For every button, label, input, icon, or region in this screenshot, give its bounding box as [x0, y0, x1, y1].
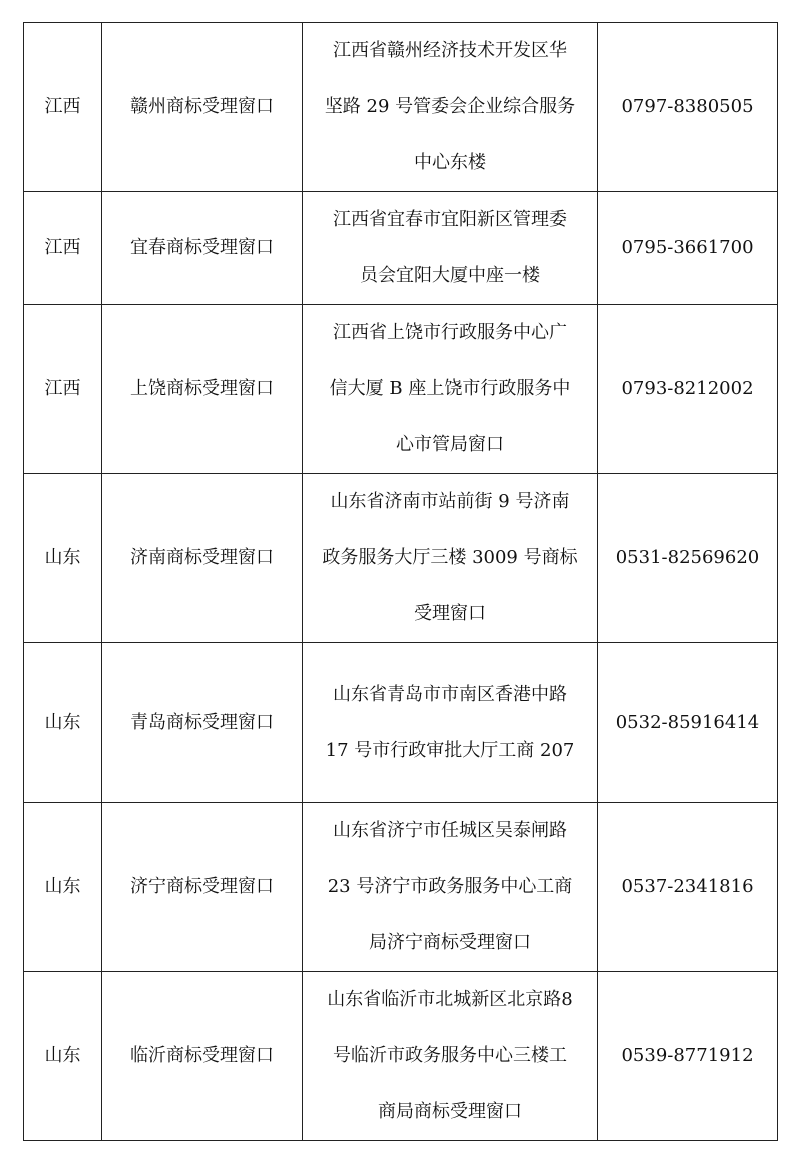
phone-cell: 0793-8212002 [598, 305, 778, 474]
address-line: 心市管局窗口 [396, 434, 504, 455]
address-cell [303, 474, 598, 643]
province-cell: 江西 [24, 23, 102, 192]
address-cell [303, 192, 598, 305]
table-row [24, 192, 778, 305]
table-row [24, 803, 778, 972]
address-cell [303, 23, 598, 192]
window-name-cell: 赣州商标受理窗口 [102, 23, 303, 192]
address-line: 中心东楼 [414, 152, 486, 173]
address-line: 17 号市行政审批大厅工商 207 [325, 739, 575, 761]
phone-cell: 0539-8771912 [598, 972, 778, 1141]
address-line: 江西省上饶市行政服务中心广 [333, 322, 567, 343]
phone-cell: 0795-3661700 [598, 192, 778, 305]
window-name-cell: 济南商标受理窗口 [102, 474, 303, 643]
phone-cell: 0532-85916414 [598, 643, 778, 803]
address-line: 江西省赣州经济技术开发区华 [333, 40, 567, 61]
window-name-cell: 宜春商标受理窗口 [102, 192, 303, 305]
address-line: 23 号济宁市政务服务中心工商 [327, 876, 573, 897]
province-cell: 山东 [24, 803, 102, 972]
table-row [24, 972, 778, 1141]
province-cell: 山东 [24, 972, 102, 1141]
address-line: 山东省济宁市任城区吴泰闸路 [333, 820, 567, 841]
address-line: 局济宁商标受理窗口 [369, 932, 531, 953]
address-line: 员会宜阳大厦中座一楼 [360, 265, 540, 286]
province-cell: 江西 [24, 192, 102, 305]
window-name-cell: 临沂商标受理窗口 [102, 972, 303, 1141]
address-line: 信大厦 B 座上饶市行政服务中 [329, 378, 571, 399]
address-line: 政务服务大厅三楼 3009 号商标 [322, 547, 578, 568]
table-row [24, 643, 778, 803]
address-line: 江西省宜春市宜阳新区管理委 [333, 209, 567, 230]
address-line: 号临沂市政务服务中心三楼工 [333, 1045, 567, 1066]
trademark-office-table [23, 22, 778, 1141]
table-row [24, 305, 778, 474]
address-line: 山东省临沂市北城新区北京路8 [327, 989, 573, 1010]
province-cell: 江西 [24, 305, 102, 474]
address-line: 坚路 29 号管委会企业综合服务 [324, 96, 576, 117]
table-row [24, 23, 778, 192]
window-name-cell: 上饶商标受理窗口 [102, 305, 303, 474]
address-line: 商局商标受理窗口 [378, 1101, 522, 1122]
province-cell: 山东 [24, 474, 102, 643]
phone-cell: 0537-2341816 [598, 803, 778, 972]
window-name-cell: 济宁商标受理窗口 [102, 803, 303, 972]
province-cell: 山东 [24, 643, 102, 803]
window-name-cell: 青岛商标受理窗口 [102, 643, 303, 803]
address-cell [303, 803, 598, 972]
address-line: 山东省青岛市市南区香港中路 [333, 683, 567, 705]
address-line: 受理窗口 [414, 603, 486, 624]
table-row [24, 474, 778, 643]
phone-cell: 0531-82569620 [598, 474, 778, 643]
address-cell [303, 972, 598, 1141]
phone-cell: 0797-8380505 [598, 23, 778, 192]
address-cell [303, 305, 598, 474]
address-cell [303, 643, 598, 803]
address-line: 山东省济南市站前街 9 号济南 [330, 491, 570, 512]
